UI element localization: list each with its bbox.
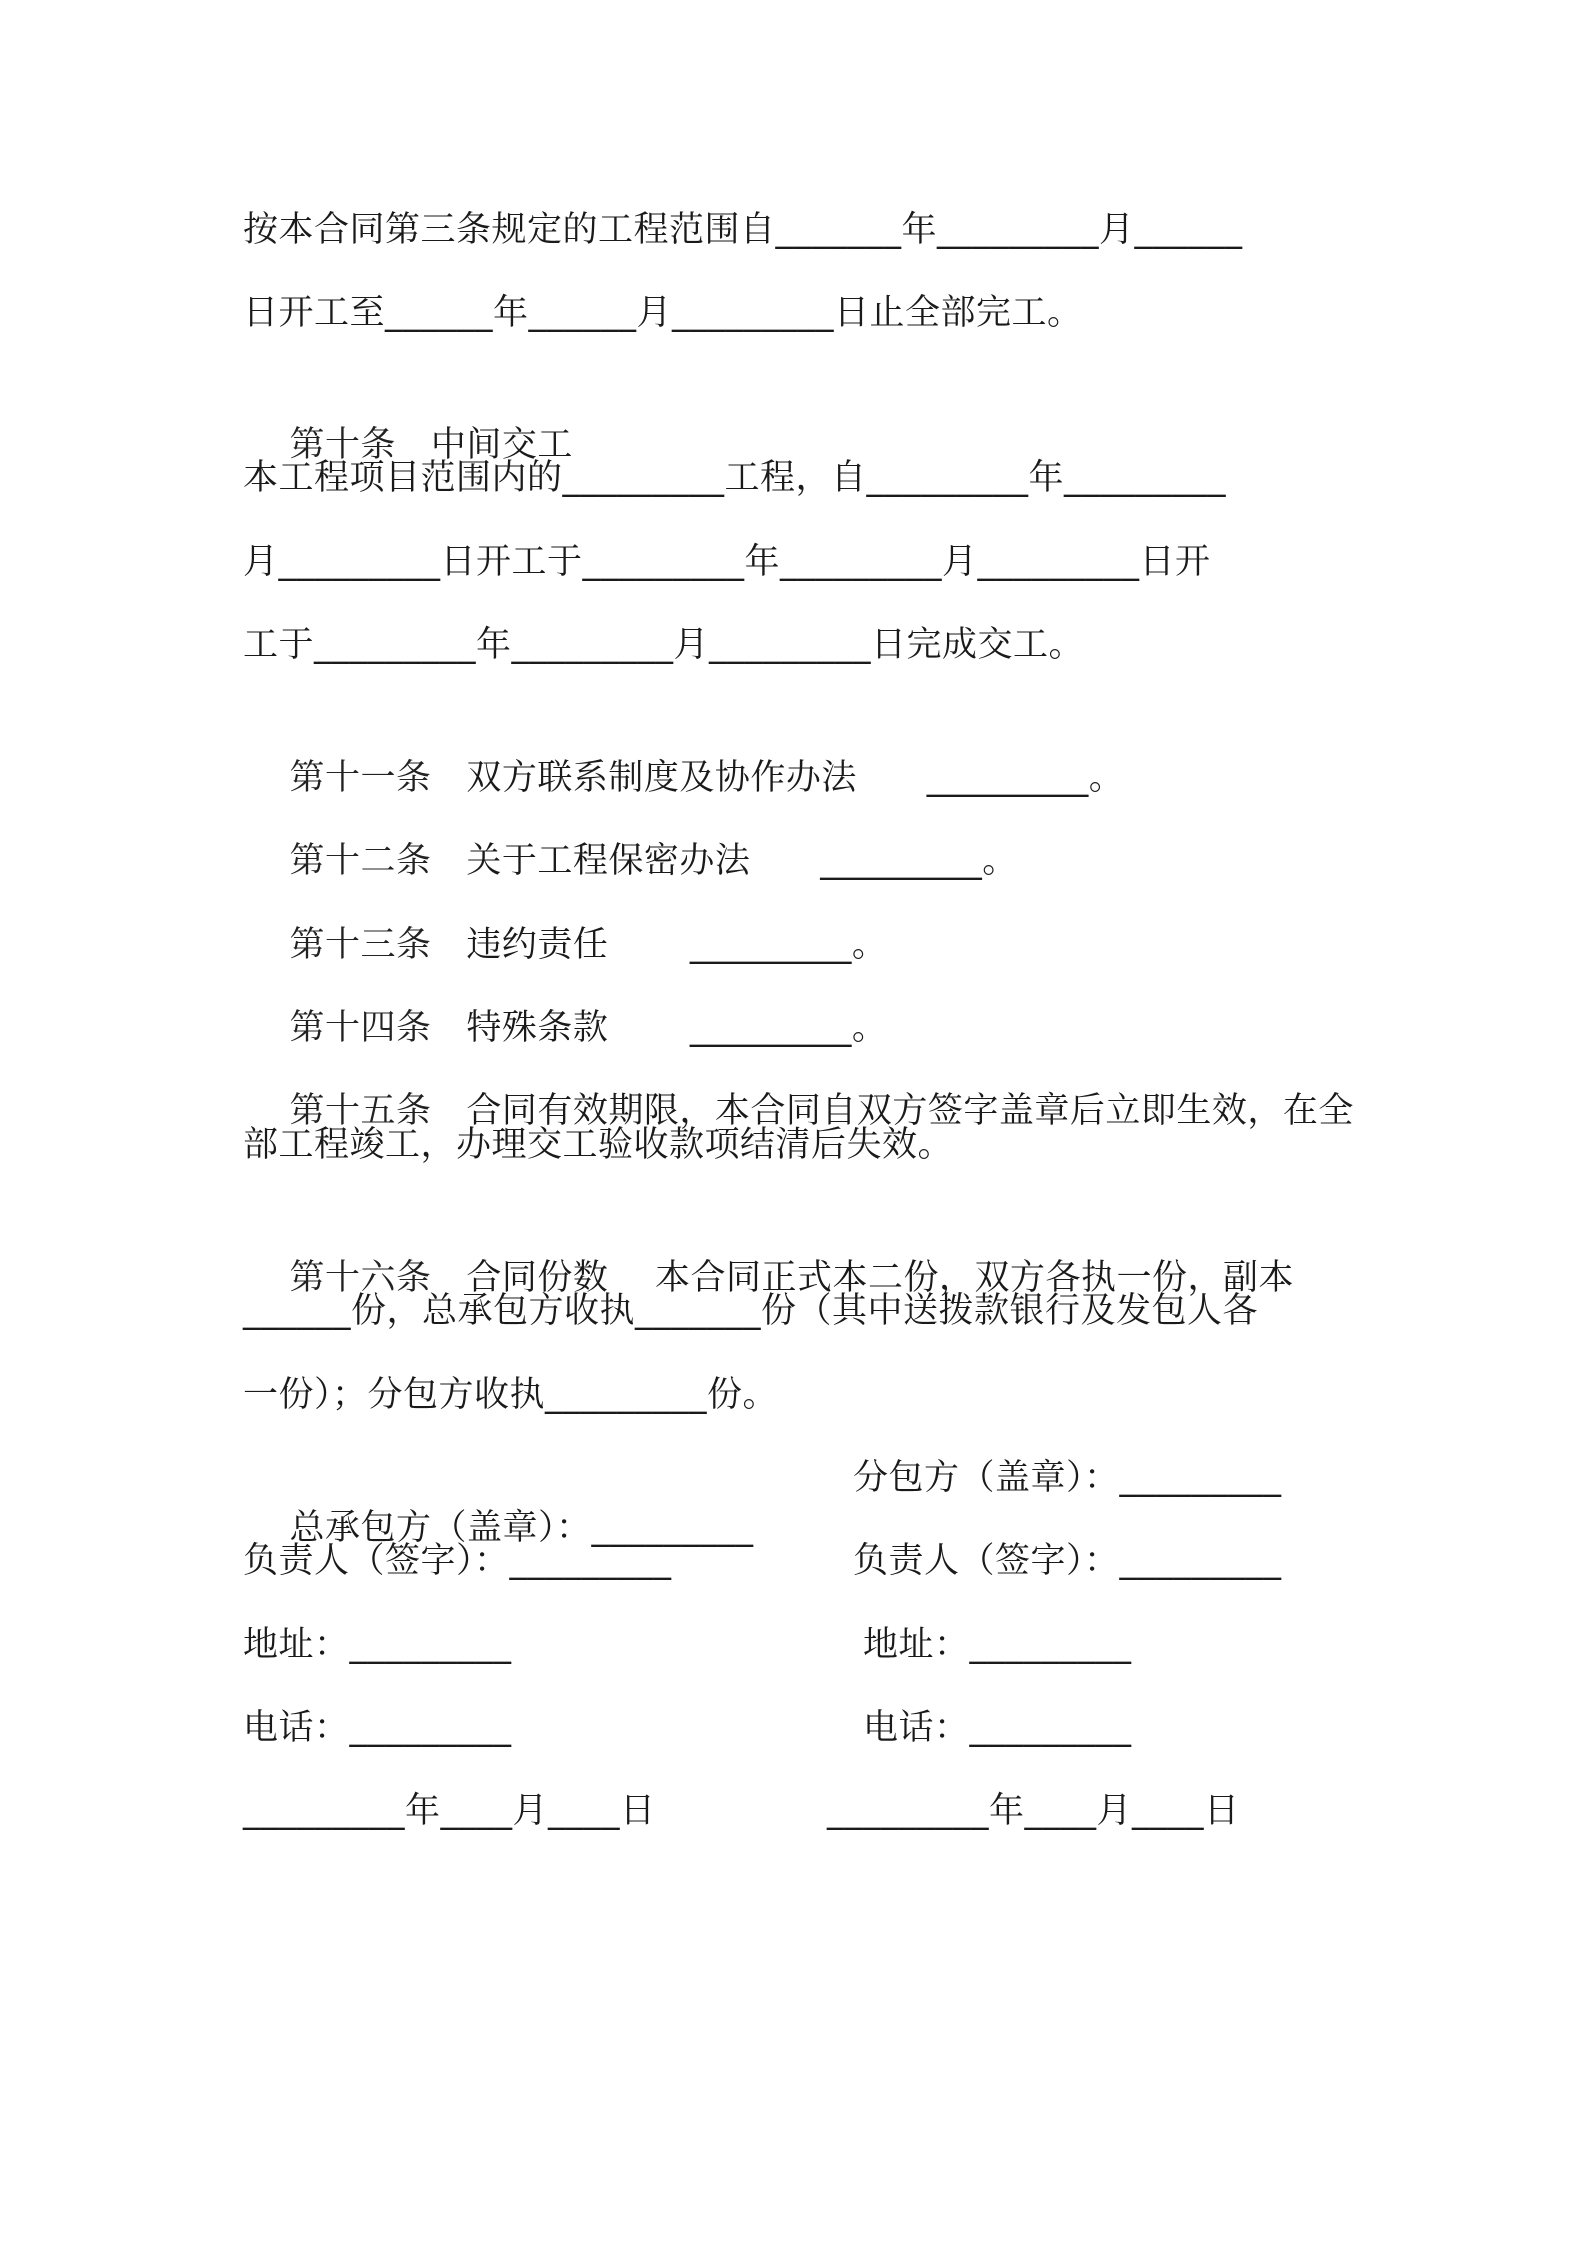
article-12-label: 第十二条 — [289, 841, 432, 881]
contractor-person: 负责人（签字）：_________ — [243, 1541, 672, 1581]
article-13-blank: _________。 — [689, 925, 888, 965]
subcontractor-seal: 分包方（盖章）：_________ — [853, 1458, 1282, 1498]
text-line-2: 日开工至______年______月_________日止全部完工。 — [243, 293, 1083, 333]
subcontractor-person: 负责人（签字）：_________ — [853, 1541, 1282, 1581]
subcontractor-date: _________年____月____日 — [827, 1791, 1240, 1831]
text-line-3: 本工程项目范围内的_________工程，自_________年_________ — [243, 458, 1227, 498]
contractor-phone: 电话：_________ — [243, 1708, 512, 1748]
article-16-title: 合同份数 — [466, 1258, 609, 1298]
article-14-label: 第十四条 — [289, 1008, 432, 1048]
article-14-title: 特殊条款 — [466, 1008, 609, 1048]
article-13-label: 第十三条 — [289, 925, 432, 965]
subcontractor-phone: 电话：_________ — [863, 1708, 1132, 1748]
article-14-blank: _________。 — [689, 1008, 888, 1048]
text-line-8: ______份，总承包方收执_______份（其中送拨款银行及发包人各 — [243, 1291, 1259, 1331]
text-line-1: 按本合同第三条规定的工程范围自_______年_________月______ — [243, 210, 1243, 250]
article-15-text: 合同有效期限，本合同自双方签字盖章后立即生效，在全 — [466, 1091, 1354, 1131]
contract-page — [243, 0, 1353, 2244]
text-line-9: 一份）；分包方收执_________份。 — [243, 1375, 779, 1415]
text-line-7: 部工程竣工，办理交工验收款项结清后失效。 — [243, 1125, 954, 1165]
article-11-title: 双方联系制度及协作办法 — [466, 758, 857, 798]
article-10-title: 中间交工 — [430, 425, 573, 465]
article-15-label: 第十五条 — [289, 1091, 432, 1131]
article-12-title: 关于工程保密办法 — [466, 841, 751, 881]
text-line-4: 月_________日开工于_________年_________月_________日开 — [243, 542, 1211, 582]
contractor-seal: 总承包方（盖章）：_________ — [289, 1508, 754, 1548]
article-16-text: 本合同正式本二份，双方各执一份，副本 — [654, 1258, 1294, 1298]
text-line-5: 工于_________年_________月_________日完成交工。 — [243, 625, 1085, 665]
article-13-title: 违约责任 — [466, 925, 609, 965]
article-12-blank: _________。 — [820, 841, 1018, 881]
article-11-label: 第十一条 — [289, 758, 432, 798]
contractor-date: _________年____月____日 — [243, 1791, 656, 1831]
article-16-label: 第十六条 — [289, 1258, 432, 1298]
contractor-address: 地址：_________ — [243, 1625, 512, 1665]
article-11-blank: _________。 — [926, 758, 1125, 798]
article-10-label: 第十条 — [289, 425, 397, 465]
subcontractor-address: 地址：_________ — [863, 1625, 1132, 1665]
